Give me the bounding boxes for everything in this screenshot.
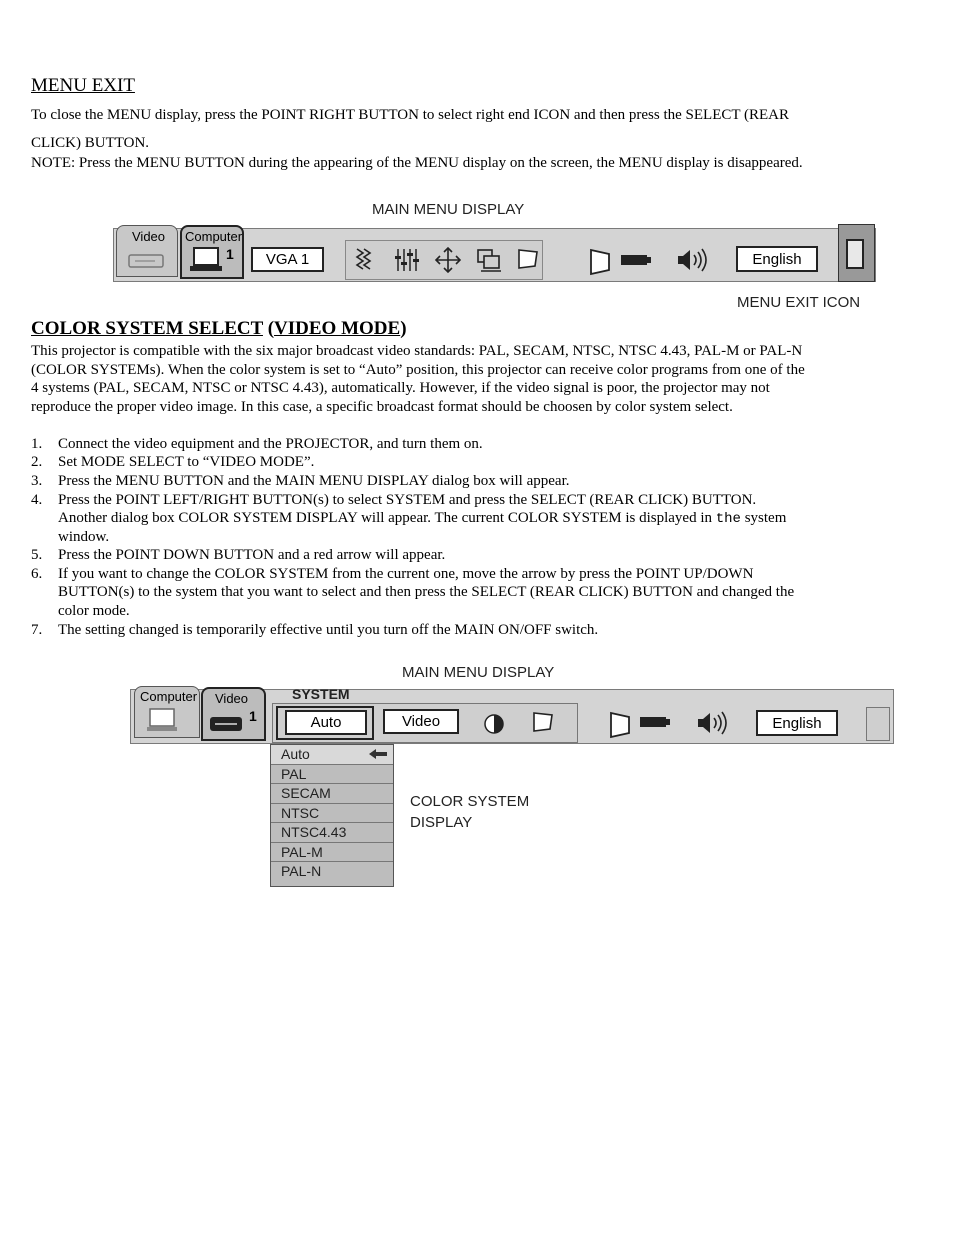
system-option-label: NTSC [281, 804, 320, 821]
color-system-heading [31, 318, 407, 340]
step-1-text: Connect the video equipment and the PROJECTOR, and turn them on. [58, 436, 483, 452]
menu-exit-note: NOTE: Press the MENU BUTTON during the appearing of the MENU display on the screen, the MENU display is disappeared. [31, 155, 803, 171]
system-option-label: PAL-N [281, 863, 322, 879]
figure2-caption-line1: COLOR SYSTEM [410, 793, 530, 810]
color-system-intro-line2: (COLOR SYSTEMs). When the color system is set to “Auto” position, this projector can receive color programs from one of the [31, 362, 805, 378]
step-2-text: Set MODE SELECT to “VIDEO MODE”. [58, 454, 315, 470]
projector-icon[interactable] [638, 712, 672, 732]
step-2-number: 2. [31, 454, 43, 470]
system-option-ntsc443[interactable] [271, 823, 393, 843]
projector-icon[interactable] [619, 250, 653, 270]
speaker-volume-icon[interactable] [675, 246, 709, 274]
menu-exit-icon[interactable] [866, 707, 890, 741]
figure1-tab-video-label: Video [132, 229, 166, 244]
figure2-input-number: 1 [249, 708, 257, 724]
menu-exit-heading: MENU EXIT [31, 75, 135, 96]
system-option-auto[interactable] [271, 745, 393, 765]
keystone-icon[interactable] [530, 709, 556, 737]
step-4-mono-word: the [715, 511, 741, 527]
figure2-title: MAIN MENU DISPLAY [402, 664, 555, 681]
color-system-heading-part1: COLOR SYSTEM SELECT [31, 318, 263, 339]
menu-exit-paragraph-line2: CLICK) BUTTON. [31, 135, 150, 151]
equalizer-icon[interactable] [393, 246, 419, 274]
figure1-input-number: 1 [226, 246, 234, 262]
keystone-icon[interactable] [515, 246, 541, 274]
vcr-icon [127, 250, 167, 272]
computer-icon [145, 706, 181, 736]
step-5-number: 5. [31, 547, 43, 563]
figure2-caption-line2: DISPLAY [410, 814, 473, 831]
figure2-tab-video-label: Video [215, 691, 249, 706]
speaker-volume-icon[interactable] [695, 709, 729, 737]
figure1-title: MAIN MENU DISPLAY [372, 201, 525, 218]
position-arrows-icon[interactable] [433, 246, 463, 274]
vcr-icon [207, 713, 247, 737]
color-system-intro-line1: This projector is compatible with the six major broadcast video standards: PAL, SECAM, NTSC, NTSC 4.43, PAL-M or PAL-N [31, 343, 803, 359]
system-option-label: Auto [281, 746, 310, 762]
step-6-number: 6. [31, 566, 43, 582]
figure2-language-button[interactable]: English [756, 710, 838, 736]
contrast-icon[interactable] [480, 711, 508, 737]
menu-exit-icon[interactable] [838, 224, 875, 282]
system-option-label: PAL [281, 765, 307, 782]
figure1-caption: MENU EXIT ICON [737, 294, 861, 311]
step-4-tail-word: system [744, 510, 787, 526]
figure2-tab-video[interactable] [201, 687, 266, 741]
color-system-intro-line4: reproduce the proper video image. In this case, a specific broadcast format should be choosen by color system select. [31, 399, 733, 415]
figure1-tab-computer[interactable] [180, 225, 244, 279]
step-6-text-line3: color mode. [58, 603, 130, 619]
system-option-ntsc[interactable] [271, 804, 393, 824]
system-option-secam[interactable] [271, 784, 393, 804]
figure2-system-label: SYSTEM [292, 686, 350, 702]
step-4-text-line2-main: Another dialog box COLOR SYSTEM DISPLAY will appear. The current COLOR SYSTEM is displayed in [58, 510, 712, 526]
system-option-label: SECAM [281, 785, 331, 801]
exit-door-icon [846, 239, 864, 269]
menu-exit-paragraph-line1: To close the MENU display, press the POINT RIGHT BUTTON to select right end ICON and then press the SELECT (REAR [31, 107, 790, 123]
image-adjust-icon[interactable] [352, 246, 378, 274]
figure1-tab-computer-label: Computer [185, 229, 243, 244]
system-option-pal-n[interactable] [271, 862, 393, 882]
step-7-number: 7. [31, 622, 43, 638]
picture-icon[interactable] [475, 246, 503, 274]
step-3-text: Press the MENU BUTTON and the MAIN MENU DISPLAY dialog box will appear. [58, 473, 570, 489]
red-arrow-icon [367, 748, 389, 761]
figure2-system-button[interactable]: Auto [285, 710, 367, 735]
figure1-source-button[interactable]: VGA 1 [251, 247, 324, 272]
system-option-pal[interactable] [271, 765, 393, 785]
system-option-label: PAL-M [281, 843, 323, 860]
color-system-heading-part2: VIDEO MODE [274, 318, 401, 339]
step-4-number: 4. [31, 492, 43, 508]
screen-icon[interactable] [607, 709, 635, 739]
system-option-label: NTSC4.43 [281, 824, 347, 840]
figure2-tab-computer-label: Computer [140, 689, 198, 704]
computer-icon [188, 245, 226, 275]
figure2-tab-computer[interactable] [134, 686, 200, 738]
color-system-heading-paren-close: ) [400, 318, 407, 339]
step-5-text: Press the POINT DOWN BUTTON and a red arrow will appear. [58, 547, 446, 563]
step-4-text-line1: Press the POINT LEFT/RIGHT BUTTON(s) to select SYSTEM and press the SELECT (REAR CLICK) BUTTON. [58, 492, 757, 508]
step-7-text: The setting changed is temporarily effective until you turn off the MAIN ON/OFF switch. [58, 622, 599, 638]
color-system-heading-paren-open: ( [262, 318, 275, 339]
figure1-tab-video[interactable] [116, 225, 178, 277]
step-4-text-line2 [58, 509, 786, 528]
figure2-video-button[interactable]: Video [383, 709, 459, 734]
color-system-list [270, 744, 394, 887]
step-1-number: 1. [31, 436, 43, 452]
step-3-number: 3. [31, 473, 43, 489]
screen-icon[interactable] [587, 246, 615, 276]
step-6-text-line2: BUTTON(s) to the system that you want to select and then press the SELECT (REAR CLICK) BUTTON and changed the [58, 584, 795, 600]
step-4-text-line3: window. [58, 529, 110, 545]
system-option-pal-m[interactable] [271, 843, 393, 863]
step-6-text-line1: If you want to change the COLOR SYSTEM from the current one, move the arrow by press the POINT UP/DOWN [58, 566, 754, 582]
color-system-intro-line3: 4 systems (PAL, SECAM, NTSC or NTSC 4.43), automatically. However, if the video signal is poor, the projector may not [31, 380, 770, 396]
figure1-language-button[interactable]: English [736, 246, 818, 272]
